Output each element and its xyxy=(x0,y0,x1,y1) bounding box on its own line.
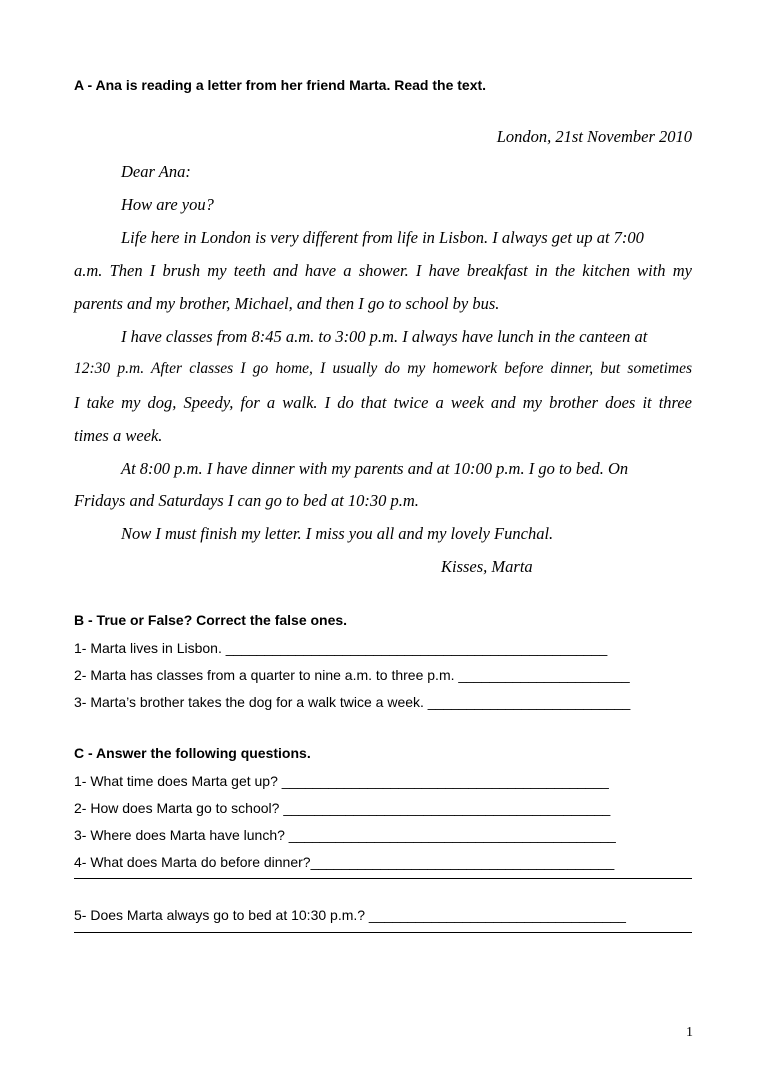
letter-signoff: Kisses, Marta xyxy=(441,557,533,576)
letter-line: Life here in London is very different from life in Lisbon. I always get up at 7:00 xyxy=(121,228,644,247)
letter-line: parents and my brother, Michael, and then I go to school by bus. xyxy=(74,294,500,313)
letter-line: I take my dog, Speedy, for a walk. I do that twice a week and my brother does it three xyxy=(74,393,692,412)
letter-line: At 8:00 p.m. I have dinner with my parents and at 10:00 p.m. I go to bed. On xyxy=(121,459,629,478)
letter-line: 12:30 p.m. After classes I go home, I usually do my homework before dinner, but sometimes xyxy=(74,360,692,377)
question-item[interactable]: 5- Does Marta always go to bed at 10:30 p.m.? _________________________________ xyxy=(74,907,626,923)
question-item[interactable]: 1- What time does Marta get up? __________________________________________ xyxy=(74,773,609,789)
section-a-heading: A - Ana is reading a letter from her friend Marta. Read the text. xyxy=(74,77,487,93)
section-c-heading: C - Answer the following questions. xyxy=(74,745,311,761)
answer-blank-line[interactable] xyxy=(74,877,692,879)
letter-line: times a week. xyxy=(74,426,163,445)
answer-blank-line[interactable] xyxy=(74,931,692,933)
letter-line: Now I must finish my letter. I miss you all and my lovely Funchal. xyxy=(121,524,554,543)
letter-date: London, 21st November 2010 xyxy=(496,127,692,146)
letter-greeting: How are you? xyxy=(121,195,214,214)
page-number: 1 xyxy=(686,1025,693,1040)
true-false-item[interactable]: 3- Marta’s brother takes the dog for a walk twice a week. __________________________ xyxy=(74,694,631,710)
question-item[interactable]: 2- How does Marta go to school? __________________________________________ xyxy=(74,800,611,816)
letter-line: I have classes from 8:45 a.m. to 3:00 p.m. I always have lunch in the canteen at xyxy=(121,327,648,346)
question-item[interactable]: 3- Where does Marta have lunch? __________________________________________ xyxy=(74,827,616,843)
section-b-heading: B - True or False? Correct the false ones. xyxy=(74,612,348,628)
true-false-item[interactable]: 2- Marta has classes from a quarter to nine a.m. to three p.m. ______________________ xyxy=(74,667,630,683)
true-false-item[interactable]: 1- Marta lives in Lisbon. _________________________________________________ xyxy=(74,640,608,656)
letter-line: a.m. Then I brush my teeth and have a shower. I have breakfast in the kitchen with my xyxy=(74,261,692,280)
question-item[interactable]: 4- What does Marta do before dinner?_______________________________________ xyxy=(74,854,615,870)
letter-line: Fridays and Saturdays I can go to bed at 10:30 p.m. xyxy=(74,491,419,510)
letter-salutation: Dear Ana: xyxy=(121,162,191,181)
